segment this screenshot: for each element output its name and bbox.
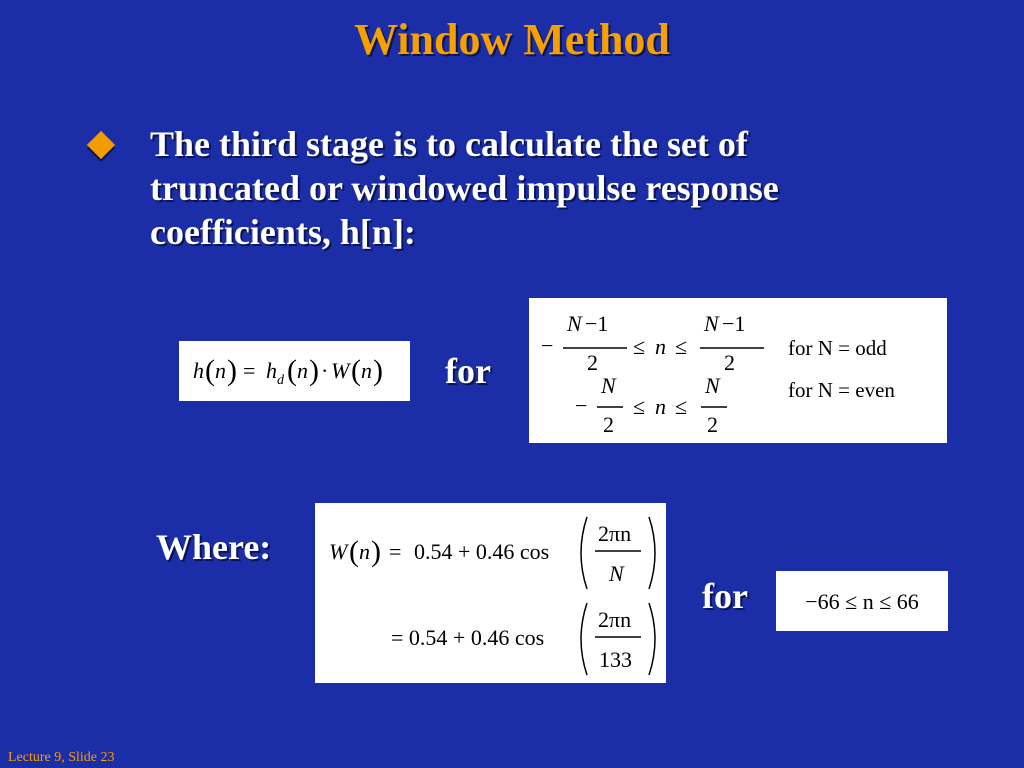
numerator-2pin: 2πn <box>598 521 632 546</box>
n-variable: n <box>655 334 666 359</box>
minus-sign: − <box>575 393 588 418</box>
slide-footer: Lecture 9, Slide 23 <box>8 750 115 765</box>
le-sign: ≤ <box>633 334 646 359</box>
eq-n: n <box>359 539 370 564</box>
denominator-2: 2 <box>707 412 718 437</box>
numerator-2pin: 2πn <box>598 607 632 632</box>
eq-paren: ( <box>351 354 361 387</box>
window-equation-box <box>315 503 666 683</box>
eq-n: n <box>297 358 308 383</box>
le-sign: ≤ <box>633 394 646 419</box>
denominator-2: 2 <box>587 350 598 375</box>
limit-text: −66 ≤ n ≤ 66 <box>805 589 919 614</box>
numerator-N: N <box>601 373 616 398</box>
le-sign: ≤ <box>675 334 688 359</box>
equation-hn <box>179 341 410 401</box>
limit-equation <box>776 571 948 631</box>
eq-equals: = <box>243 358 256 383</box>
equation-hn-box <box>179 341 410 401</box>
bullet-line-2: truncated or windowed impulse response <box>150 168 779 208</box>
for-odd-text: for N = odd <box>788 336 887 360</box>
numerator-minus-one: −1 <box>585 311 609 336</box>
eq-n: n <box>215 358 226 383</box>
eq-subscript-d: d <box>277 373 284 388</box>
n-variable: n <box>655 394 666 419</box>
bullet-line-3: coefficients, h[n]: <box>150 212 416 252</box>
eq-W: W <box>329 539 348 564</box>
eq-paren: ) <box>371 535 381 568</box>
eq-equals: = <box>389 539 402 564</box>
numerator-minus-one: −1 <box>722 311 746 336</box>
window-equation <box>315 503 666 683</box>
bullet-text <box>150 122 970 254</box>
denominator-2: 2 <box>724 350 735 375</box>
for-label-1: for <box>445 351 491 391</box>
eq-W: W <box>331 358 350 383</box>
eq-dot: · <box>321 358 329 383</box>
eq-paren: ) <box>373 354 383 387</box>
for-even-text: for N = even <box>788 378 895 402</box>
big-paren-left <box>581 517 587 589</box>
for-label-2: for <box>702 576 748 616</box>
eq-n: n <box>361 358 372 383</box>
big-paren-left <box>581 603 587 675</box>
big-paren-right <box>649 603 655 675</box>
diamond-bullet-icon <box>87 131 115 159</box>
range-equations <box>529 298 947 443</box>
le-sign: ≤ <box>675 394 688 419</box>
line2-rhs: = 0.54 + 0.46 cos <box>391 625 545 650</box>
numerator-N: N <box>704 311 719 336</box>
denominator-N: N <box>609 561 624 586</box>
denominator-133: 133 <box>599 647 632 672</box>
minus-sign: − <box>541 333 554 358</box>
numerator-N: N <box>567 311 582 336</box>
eq-paren: ( <box>287 354 297 387</box>
bullet-line-1: The third stage is to calculate the set of <box>150 124 748 164</box>
range-box <box>529 298 947 443</box>
big-paren-right <box>649 517 655 589</box>
eq-paren: ( <box>349 535 359 568</box>
denominator-2: 2 <box>603 412 614 437</box>
where-label: Where: <box>156 527 272 567</box>
line1-rhs: 0.54 + 0.46 cos <box>414 539 550 564</box>
eq-hd: h <box>266 358 277 383</box>
eq-paren: ) <box>309 354 319 387</box>
slide-title: Window Method <box>354 15 670 64</box>
numerator-N: N <box>705 373 720 398</box>
eq-h: h <box>193 358 204 383</box>
eq-paren: ) <box>227 354 237 387</box>
eq-paren: ( <box>205 354 215 387</box>
limit-box <box>776 571 948 631</box>
